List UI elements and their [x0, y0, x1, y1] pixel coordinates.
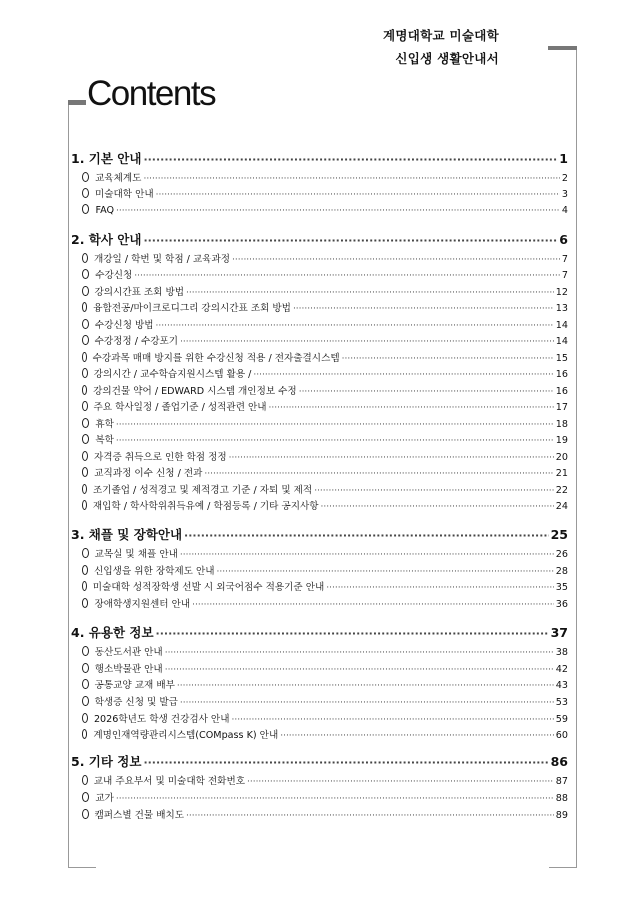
toc-item-label: 복학: [95, 435, 114, 446]
leader-dots: [143, 756, 548, 769]
circle-bullet-icon: [82, 713, 88, 723]
toc-item-page: 59: [555, 714, 568, 725]
leader-dots: [192, 600, 554, 610]
leader-dots: [342, 354, 554, 364]
toc-item-label: 2026학년도 학생 건강검사 안내: [93, 714, 230, 725]
toc-item-label: 행소박물관 안내: [94, 664, 163, 675]
toc-item[interactable]: [82, 432, 568, 446]
leader-dots: [253, 370, 553, 380]
title-accent-bar: [68, 100, 86, 105]
toc-section-label: 2. 학사 안내: [71, 232, 142, 247]
toc-section-4[interactable]: [71, 623, 568, 641]
circle-bullet-icon: [82, 204, 89, 214]
toc-item-label: FAQ: [95, 205, 115, 216]
toc-item-page: 21: [555, 468, 568, 479]
toc-item[interactable]: [82, 465, 568, 479]
toc-item-label: 강의시간표 조회 방법: [94, 287, 185, 298]
toc-item[interactable]: [82, 399, 568, 413]
toc-section-page: 25: [550, 527, 568, 542]
toc-item[interactable]: [82, 383, 568, 397]
leader-dots: [184, 529, 549, 542]
leader-dots: [180, 550, 554, 560]
toc-item-label: 수강과목 매매 방지를 위한 수강신청 적용 / 전자출결시스템: [92, 353, 340, 364]
circle-bullet-icon: [82, 172, 89, 182]
toc-item-label: 교가: [95, 793, 114, 804]
leader-dots: [180, 337, 554, 347]
toc-item-page: 7: [561, 270, 568, 281]
leader-dots: [143, 234, 557, 247]
toc-item-label: 자격증 취득으로 인한 학점 정정: [93, 452, 227, 463]
toc-section-3[interactable]: [71, 525, 568, 543]
toc-item-page: 87: [555, 776, 568, 787]
leader-dots: [165, 665, 554, 675]
leader-dots: [217, 567, 554, 577]
toc-item-page: 20: [555, 452, 568, 463]
toc-item-label: 휴학: [95, 419, 114, 430]
leader-dots: [116, 420, 554, 430]
toc-item-label: 교육체계도: [95, 173, 142, 184]
toc-item[interactable]: [82, 170, 568, 184]
toc-section-1[interactable]: [71, 149, 568, 167]
leader-dots: [314, 486, 554, 496]
toc-item-label: 교직과정 이수 신청 / 전과: [94, 468, 203, 479]
circle-bullet-icon: [82, 548, 89, 558]
toc-item-page: 14: [555, 336, 568, 347]
leader-dots: [180, 698, 554, 708]
page-title: Contents: [87, 74, 216, 113]
toc-item-page: 43: [555, 680, 568, 691]
toc-item[interactable]: [82, 203, 568, 216]
toc-item-label: 강의시간 / 교수학습지원시스템 활용 /: [93, 369, 252, 380]
toc-item-page: 60: [555, 730, 568, 741]
toc-item[interactable]: [82, 596, 568, 610]
circle-bullet-icon: [82, 646, 89, 656]
circle-bullet-icon: [82, 434, 89, 444]
toc-item-label: 캠퍼스별 건물 배치도: [94, 810, 185, 821]
toc-section-label: 1. 기본 안내: [71, 151, 142, 166]
circle-bullet-icon: [82, 352, 87, 362]
bottom-left-frame-corner: [68, 867, 96, 868]
toc-item[interactable]: [82, 449, 568, 463]
circle-bullet-icon: [82, 809, 89, 819]
toc-item-page: 12: [555, 287, 568, 298]
toc-item-page: 24: [555, 501, 568, 512]
leader-dots: [116, 794, 554, 804]
leader-dots: [156, 627, 549, 640]
toc-item-label: 계명인재역량관리시스템(COMpass K) 안내: [93, 730, 279, 741]
toc-item-page: 26: [555, 549, 568, 560]
toc-item-page: 13: [555, 303, 568, 314]
circle-bullet-icon: [82, 286, 89, 296]
toc-item-page: 7: [561, 254, 568, 265]
toc-item-label: 개강일 / 학번 및 학점 / 교육과정: [94, 254, 230, 265]
circle-bullet-icon: [82, 269, 89, 279]
toc-item-page: 28: [555, 566, 568, 577]
toc-item[interactable]: [82, 807, 568, 821]
toc-item[interactable]: [82, 498, 568, 512]
leader-dots: [165, 648, 554, 658]
leader-dots: [293, 304, 554, 314]
circle-bullet-icon: [82, 253, 88, 263]
toc-item-label: 조기졸업 / 성적경고 및 제적경고 기준 / 자퇴 및 제적: [92, 485, 313, 496]
circle-bullet-icon: [82, 335, 89, 345]
toc-item[interactable]: [82, 579, 568, 593]
toc-item-page: 4: [561, 205, 568, 216]
leader-dots: [116, 436, 554, 446]
toc-item[interactable]: [82, 333, 568, 347]
toc-item[interactable]: [82, 300, 568, 314]
leader-dots: [116, 206, 560, 216]
circle-bullet-icon: [82, 679, 89, 689]
toc-item-page: 16: [555, 369, 568, 380]
toc-item-page: 15: [555, 353, 568, 364]
toc-item-label: 미술대학 성적장학생 선발 시 외국어점수 적용기준 안내: [92, 582, 325, 593]
circle-bullet-icon: [82, 696, 89, 706]
circle-bullet-icon: [82, 188, 89, 198]
leader-dots: [186, 288, 554, 298]
leader-dots: [143, 153, 557, 166]
toc-item[interactable]: [82, 350, 568, 364]
toc-item-label: 동산도서관 안내: [94, 647, 163, 658]
toc-item[interactable]: [82, 694, 568, 708]
toc-item[interactable]: [82, 267, 568, 281]
circle-bullet-icon: [82, 319, 89, 329]
toc-item-label: 재입학 / 학사학위취득유예 / 학점등록 / 기타 공지사항: [92, 501, 319, 512]
toc-item-page: 18: [555, 419, 568, 430]
toc-item[interactable]: [82, 416, 568, 430]
toc-item[interactable]: [82, 790, 568, 804]
toc-section-page: 37: [550, 625, 568, 640]
toc-item[interactable]: [82, 482, 568, 496]
toc-item-label: 주요 학사일정 / 졸업기준 / 성적관련 안내: [93, 402, 267, 413]
circle-bullet-icon: [82, 565, 88, 575]
top-right-accent-bar: [548, 46, 577, 50]
toc-item[interactable]: [82, 251, 568, 265]
toc-item[interactable]: [82, 677, 568, 691]
toc-item-page: 22: [555, 485, 568, 496]
toc-item-page: 16: [555, 386, 568, 397]
circle-bullet-icon: [82, 368, 88, 378]
toc-item-page: 19: [555, 435, 568, 446]
leader-dots: [247, 777, 554, 787]
toc-item-page: 36: [555, 599, 568, 610]
circle-bullet-icon: [82, 663, 89, 673]
toc-section-page: 6: [559, 232, 568, 247]
header-school-name: 계명대학교 미술대학: [382, 28, 499, 43]
circle-bullet-icon: [82, 385, 87, 395]
toc-item[interactable]: [82, 644, 568, 658]
toc-section-page: 86: [550, 754, 568, 769]
toc-item[interactable]: [82, 186, 568, 200]
leader-dots: [231, 715, 553, 725]
leader-dots: [134, 271, 560, 281]
toc-item-label: 장애학생지원센터 안내: [94, 599, 191, 610]
toc-item-label: 융합전공/마이크로디그리 강의시간표 조회 방법: [93, 303, 291, 314]
toc-item-label: 수강신청 방법: [94, 320, 154, 331]
leader-dots: [156, 321, 554, 331]
circle-bullet-icon: [82, 302, 87, 312]
toc-item-page: 17: [555, 402, 568, 413]
toc-item-label: 공통교양 교재 배부: [94, 680, 175, 691]
leader-dots: [326, 583, 554, 593]
circle-bullet-icon: [82, 598, 88, 608]
leader-dots: [321, 502, 554, 512]
right-frame-line: [576, 50, 577, 868]
circle-bullet-icon: [82, 729, 87, 739]
toc-item-page: 88: [555, 793, 568, 804]
leader-dots: [299, 387, 554, 397]
toc-item[interactable]: [82, 284, 568, 298]
bottom-right-frame-corner: [549, 867, 577, 868]
toc-item-label: 강의건물 약어 / EDWARD 시스템 개인정보 수정: [93, 386, 297, 397]
toc-item[interactable]: [82, 711, 568, 725]
circle-bullet-icon: [82, 484, 87, 494]
toc-item-page: 38: [555, 647, 568, 658]
toc-item-page: 53: [555, 697, 568, 708]
toc-item-label: 미술대학 안내: [94, 189, 154, 200]
leader-dots: [269, 403, 554, 413]
circle-bullet-icon: [82, 401, 88, 411]
circle-bullet-icon: [82, 792, 89, 802]
toc-section-5[interactable]: [71, 752, 568, 770]
toc-item[interactable]: [82, 661, 568, 675]
toc-item-page: 14: [555, 320, 568, 331]
leader-dots: [204, 469, 553, 479]
leader-dots: [229, 453, 554, 463]
toc-section-page: 1: [559, 151, 568, 166]
toc-item-label: 교내 주요부서 및 미술대학 전화번호: [93, 776, 245, 787]
circle-bullet-icon: [82, 467, 88, 477]
circle-bullet-icon: [82, 451, 88, 461]
toc-item-page: 35: [555, 582, 568, 593]
leader-dots: [280, 731, 554, 741]
header-guide-title: 신입생 생활안내서: [395, 51, 499, 66]
circle-bullet-icon: [82, 775, 88, 785]
leader-dots: [177, 681, 554, 691]
toc-item-label: 학생증 신청 및 발급: [94, 697, 178, 708]
toc-item[interactable]: [82, 366, 568, 380]
toc-item-label: 수강정정 / 수강포기: [94, 336, 179, 347]
toc-section-label: 3. 채플 및 장학안내: [71, 527, 183, 542]
toc-section-label: 5. 기타 정보: [71, 754, 142, 769]
toc-item[interactable]: [82, 773, 568, 787]
leader-dots: [232, 255, 560, 265]
toc-item[interactable]: [82, 546, 568, 560]
toc-item[interactable]: [82, 317, 568, 331]
toc-item-page: 89: [555, 810, 568, 821]
toc-section-label: 4. 유용한 정보: [71, 625, 154, 640]
toc-item-label: 교목실 및 채플 안내: [94, 549, 178, 560]
leader-dots: [156, 190, 560, 200]
leader-dots: [143, 174, 559, 184]
toc-section-2[interactable]: [71, 230, 568, 248]
toc-item-page: 42: [555, 664, 568, 675]
toc-item[interactable]: [82, 727, 568, 741]
left-frame-line: [68, 105, 69, 868]
circle-bullet-icon: [82, 418, 89, 428]
toc-item-page: 3: [561, 189, 568, 200]
toc-item-label: 수강신청: [95, 270, 133, 281]
circle-bullet-icon: [82, 500, 87, 510]
leader-dots: [186, 811, 554, 821]
toc-item-page: 2: [561, 173, 568, 184]
toc-item[interactable]: [82, 563, 568, 577]
toc-item-label: 신입생을 위한 장학제도 안내: [94, 566, 215, 577]
circle-bullet-icon: [82, 581, 87, 591]
